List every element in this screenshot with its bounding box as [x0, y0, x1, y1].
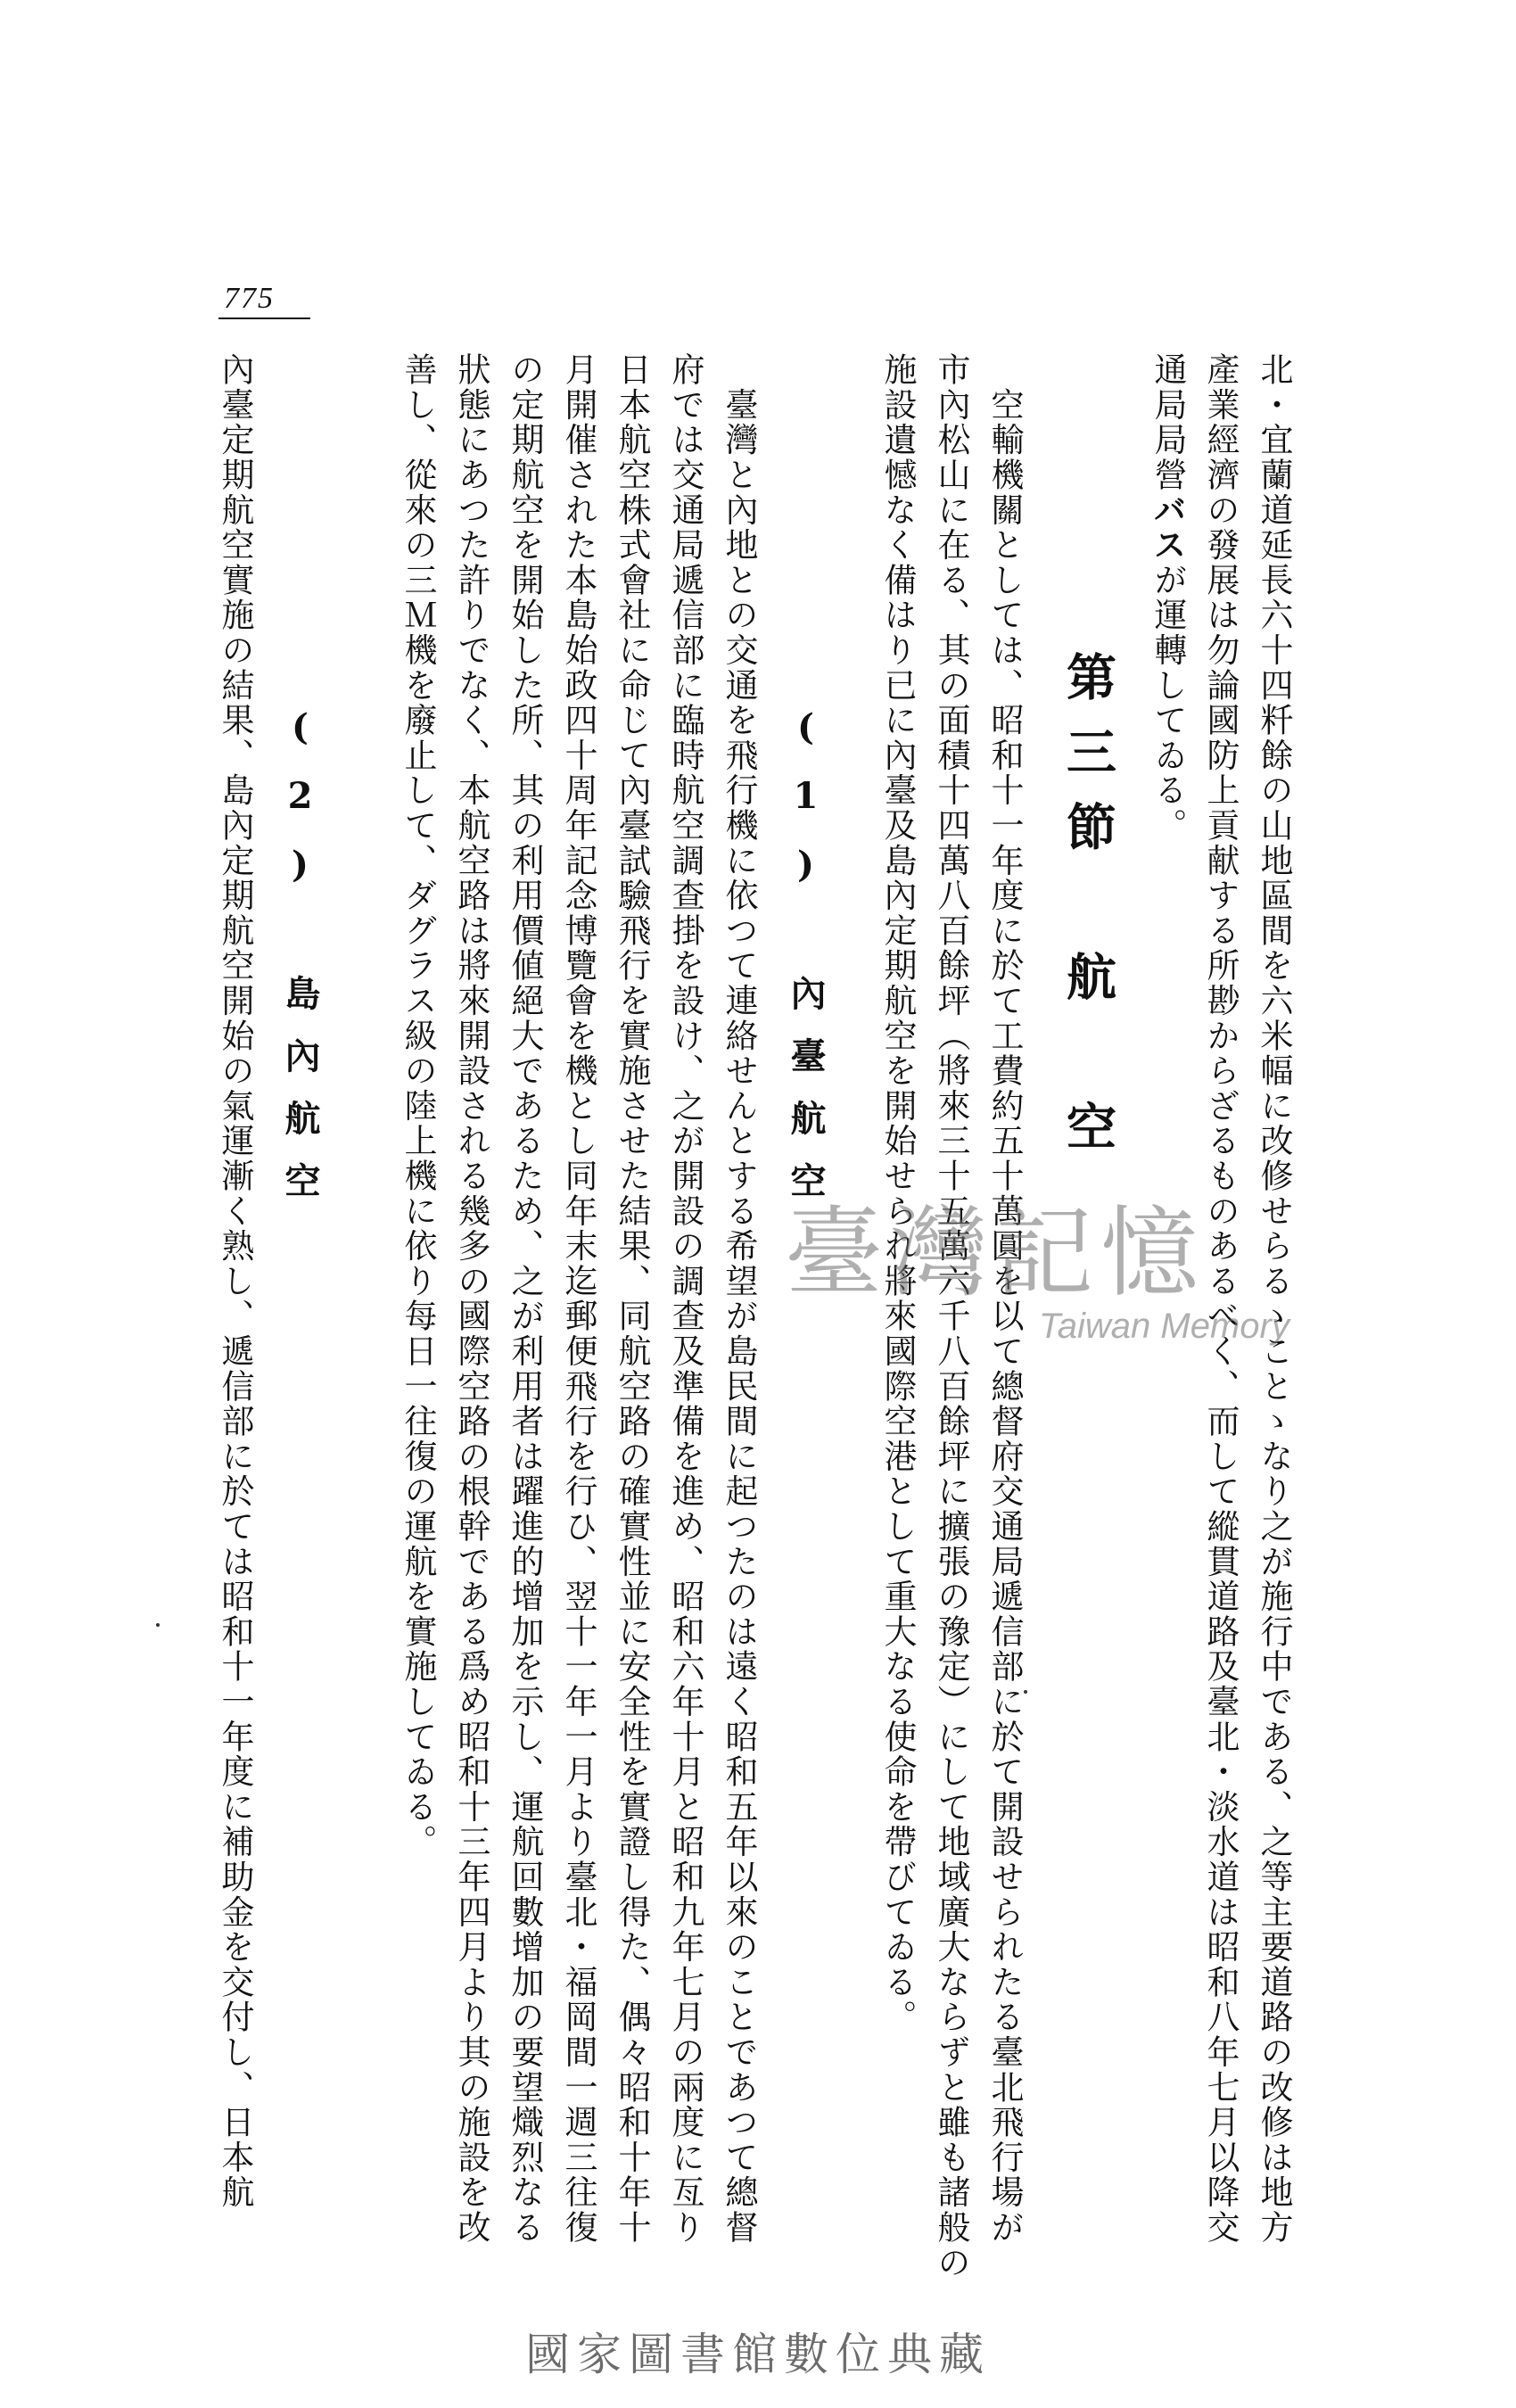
- text-column: 施設遺憾なく備はり已に內臺及島內定期航空を開始せられ將來國際空港として重大なる使命を帶びてゐる。: [878, 352, 917, 2035]
- text-column: 善し、從來の三Ｍ機を廢止して、ダグラス級の陸上機に依り每日一往復の運航を實施してゐる。: [399, 352, 437, 1860]
- text-column: 內臺定期航空實施の結果、島內定期航空開始の氣運漸く熟し、遞信部に於ては昭和十一年度に補助金を交付し、日本航: [216, 352, 254, 2210]
- text-run: 通局局營: [1149, 352, 1187, 493]
- text-column: 空輸機關としては、昭和十一年度に於て工費約五十萬圓を以て總督府交通局遞信部に於て開設せられたる臺北飛行場が: [985, 352, 1024, 2246]
- subsection-heading: (2) 島內航空: [279, 706, 321, 1225]
- text-column: 日本航空株式會社に命じて內臺試驗飛行を實施させた結果、同航空路の確實性並に安全性を實證し得た、偶々昭和十年十: [613, 352, 651, 2246]
- text-column: 北・宜蘭道延長六十四粁餘の山地區間を六米幅に改修せらるゝことゝなり之が施行中である、之等主要道路の改修は地方: [1255, 352, 1293, 2246]
- section-heading: 第三節 航 空: [1059, 651, 1117, 1175]
- text-column: 產業經濟の發展は勿論國防上貢献する所尠からざるものあるべく、而して縱貫道路及臺北・淡水道は昭和八年七月以降交: [1201, 352, 1240, 2246]
- text-column: 狀態にあつた許りでなく、本航空路は將來開設される幾多の國際空路の根幹である爲め昭和十三年四月より其の施設を改: [452, 352, 490, 2246]
- text-column: 月開催された本島始政四十周年記念博覽會を機とし同年末迄郵便飛行を行ひ、翌十一年一月より臺北・福岡間一週三往復: [559, 352, 597, 2246]
- text-run-bold: バス: [1148, 492, 1187, 563]
- watermark: [785, 1196, 1289, 1356]
- page-number: 775: [218, 282, 310, 319]
- watermark-logo-text: 臺灣記憶: [785, 1196, 1206, 1310]
- scan-speck: [156, 1623, 160, 1627]
- text-column: 府では交通局遞信部に臨時航空調查掛を設け、之が開設の調查及準備を進め、昭和六年十月と昭和九年七月の兩度に亙り: [666, 352, 704, 2246]
- footer-archive-label: 國家圖書館數位典藏: [525, 2329, 991, 2380]
- subsection-heading: (1) 內臺航空: [785, 706, 827, 1225]
- text-column: [1148, 352, 1187, 844]
- scan-speck: [1024, 1690, 1027, 1694]
- watermark-subtext: Taiwan Memory: [1039, 1307, 1289, 1346]
- text-column: の定期航空を開始した所、其の利用價値絕大であるため、之が利用者は躍進的增加を示し、運航回數增加の要望熾烈なる: [506, 352, 544, 2246]
- text-column: 市內松山に在る、其の面積十四萬八百餘坪（將來三十五萬六千八百餘坪に擴張の豫定）にして地域廣大ならずと雖も諸般の: [932, 352, 970, 2280]
- text-run: が運轉してゐる。: [1149, 562, 1187, 844]
- text-column: 臺灣と內地との交通を飛行機に依つて連絡せんとする希望が島民間に起つたのは遠く昭和五年以來のことであつて總督: [720, 352, 758, 2246]
